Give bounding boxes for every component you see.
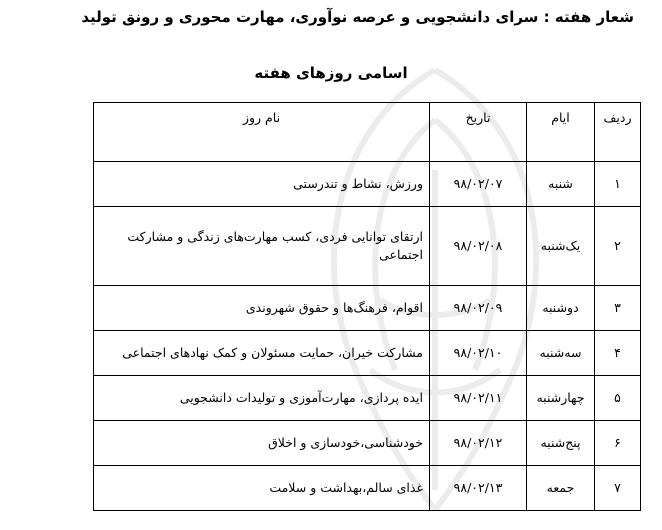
row-radif: ۲ — [595, 207, 641, 286]
row-date: ۹۸/۰۲/۰۹ — [430, 286, 527, 331]
row-name: غذای سالم،بهداشت و سلامت — [94, 466, 430, 511]
table-row — [94, 421, 641, 466]
row-radif: ۷ — [595, 466, 641, 511]
row-name: ورزش، نشاط و تندرستی — [94, 162, 430, 207]
row-ayam: جمعه — [527, 466, 595, 511]
row-date: ۹۸/۰۲/۰۷ — [430, 162, 527, 207]
row-ayam: چهارشنبه — [527, 376, 595, 421]
row-radif: ۵ — [595, 376, 641, 421]
table-row — [94, 466, 641, 511]
row-ayam: سه‌شنبه — [527, 331, 595, 376]
header-ayam: ایام — [527, 103, 595, 162]
row-ayam: شنبه — [527, 162, 595, 207]
table-header-row — [94, 103, 641, 162]
row-date: ۹۸/۰۲/۱۰ — [430, 331, 527, 376]
row-date: ۹۸/۰۲/۰۸ — [430, 207, 527, 286]
table-row — [94, 331, 641, 376]
week-slogan: شعار هفته : سرای دانشجویی و عرصه نوآوری، مهارت محوری و رونق تولید — [81, 8, 634, 26]
row-radif: ۴ — [595, 331, 641, 376]
row-radif: ۶ — [595, 421, 641, 466]
page-title: اسامی روزهای هفته — [254, 64, 408, 82]
header-radif: ردیف — [595, 103, 641, 162]
row-radif: ۳ — [595, 286, 641, 331]
days-table — [93, 102, 641, 511]
row-name: ایده پردازی، مهارت‌آموزی و تولیدات دانشجویی — [94, 376, 430, 421]
table-row — [94, 162, 641, 207]
row-date: ۹۸/۰۲/۱۲ — [430, 421, 527, 466]
row-ayam: یک‌شنبه — [527, 207, 595, 286]
table-row — [94, 286, 641, 331]
row-ayam: پنج‌شنبه — [527, 421, 595, 466]
row-date: ۹۸/۰۲/۱۳ — [430, 466, 527, 511]
row-name: مشارکت خیران، حمایت مسئولان و کمک نهادهای اجتماعی — [94, 331, 430, 376]
table-row — [94, 207, 641, 286]
row-radif: ۱ — [595, 162, 641, 207]
header-name: نام روز — [94, 103, 430, 162]
table-row — [94, 376, 641, 421]
row-name: خودشناسی،خودسازی و اخلاق — [94, 421, 430, 466]
row-ayam: دوشنبه — [527, 286, 595, 331]
row-date: ۹۸/۰۲/۱۱ — [430, 376, 527, 421]
row-name: اقوام، فرهنگ‌ها و حقوق شهروندی — [94, 286, 430, 331]
header-date: تاریخ — [430, 103, 527, 162]
row-name: ارتقای توانایی فردی، کسب مهارت‌های زندگی و مشارکت اجتماعی — [94, 207, 430, 286]
